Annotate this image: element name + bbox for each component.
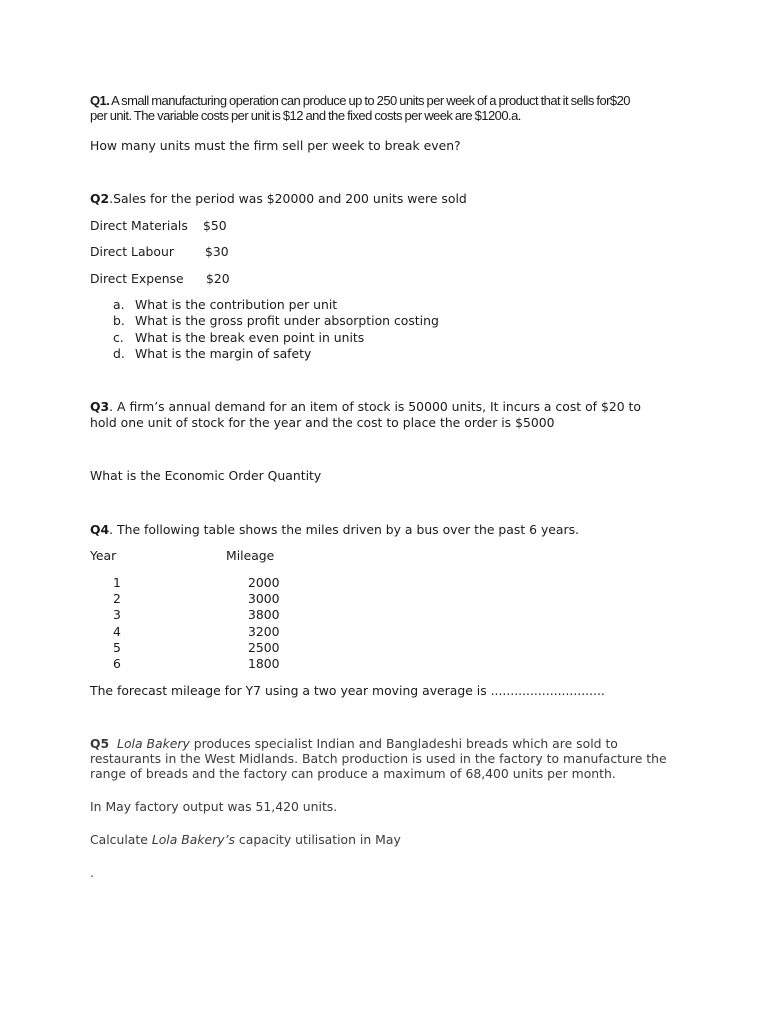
table-row-mileage: 2500 xyxy=(248,640,280,655)
q5-calc-company: Lola Bakery’s xyxy=(151,832,235,847)
q2-cost-labour-name: Direct Labour xyxy=(90,244,174,259)
q3-label: Q3 xyxy=(90,399,110,414)
table-row-mileage: 3000 xyxy=(248,591,280,606)
q2-cost-materials-name: Direct Materials xyxy=(90,218,188,233)
q1-line-2: per unit. The variable costs per unit is $12 and the fixed costs per week are $1200.a. xyxy=(90,108,521,123)
q2-cost-expense-name: Direct Expense xyxy=(90,271,184,286)
q3-question: What is the Economic Order Quantity xyxy=(90,468,322,483)
q2-cost-labour-value: $30 xyxy=(205,244,229,259)
q2-part-b xyxy=(113,313,439,328)
list-marker: a. xyxy=(113,297,125,312)
q1-label: Q1. xyxy=(90,93,110,108)
q4-forecast: The forecast mileage for Y7 using a two year moving average is ............................. xyxy=(90,683,605,698)
table-row-mileage: 2000 xyxy=(248,575,280,590)
table-row-year: 2 xyxy=(113,591,121,606)
q5-label: Q5 xyxy=(90,736,110,751)
q5-trailing-period: . xyxy=(90,865,94,880)
q5-line-1 xyxy=(90,736,618,751)
q4-intro-text: . The following table shows the miles driven by a bus over the past 6 years. xyxy=(109,522,579,537)
table-row-year: 4 xyxy=(113,624,121,639)
q4-label: Q4 xyxy=(90,522,110,537)
q2-part-a xyxy=(113,297,337,312)
list-marker: b. xyxy=(113,313,125,328)
q4-col-year: Year xyxy=(90,548,117,563)
list-item-text: What is the gross profit under absorption costing xyxy=(135,313,439,328)
table-row-year: 5 xyxy=(113,640,121,655)
q3-line-1 xyxy=(90,399,641,414)
q5-output: In May factory output was 51,420 units. xyxy=(90,799,338,814)
q5-calc-prefix: Calculate xyxy=(90,832,152,847)
q5-text-1: produces specialist Indian and Bangladeshi breads which are sold to xyxy=(189,736,618,751)
q2-label: Q2 xyxy=(90,191,110,206)
q4-col-mileage: Mileage xyxy=(226,548,275,563)
q5-line-2: restaurants in the West Midlands. Batch production is used in the factory to manufacture the xyxy=(90,751,667,766)
q5-calculate xyxy=(90,832,401,847)
table-row-year: 3 xyxy=(113,607,121,622)
q2-intro-text: .Sales for the period was $20000 and 200 units were sold xyxy=(109,191,467,206)
list-item-text: What is the break even point in units xyxy=(135,330,365,345)
q1-question: How many units must the firm sell per week to break even? xyxy=(90,138,461,153)
q2-cost-expense-value: $20 xyxy=(206,271,230,286)
q2-part-c xyxy=(113,330,364,345)
list-item-text: What is the contribution per unit xyxy=(135,297,338,312)
table-row-year: 1 xyxy=(113,575,121,590)
q2-cost-materials-value: $50 xyxy=(203,218,227,233)
table-row-mileage: 3200 xyxy=(248,624,280,639)
q3-line-2: hold one unit of stock for the year and the cost to place the order is $5000 xyxy=(90,415,555,430)
list-item-text: What is the margin of safety xyxy=(135,346,312,361)
q2-part-d xyxy=(113,346,311,361)
q4-intro xyxy=(90,522,579,537)
table-row-mileage: 3800 xyxy=(248,607,280,622)
q2-intro xyxy=(90,191,467,206)
table-row-mileage: 1800 xyxy=(248,656,280,671)
q1-text-1: A small manufacturing operation can produce up to 250 units per week of a product that it sells for$20 xyxy=(109,93,630,108)
q1-line-1 xyxy=(90,93,630,108)
q3-text-1: . A firm’s annual demand for an item of stock is 50000 units, It incurs a cost of $20 to xyxy=(109,399,641,414)
list-marker: c. xyxy=(113,330,124,345)
q5-company: Lola Bakery xyxy=(117,736,190,751)
table-row-year: 6 xyxy=(113,656,121,671)
q5-calc-suffix: capacity utilisation in May xyxy=(234,832,401,847)
list-marker: d. xyxy=(113,346,125,361)
q5-line-3: range of breads and the factory can produce a maximum of 68,400 units per month. xyxy=(90,766,616,781)
